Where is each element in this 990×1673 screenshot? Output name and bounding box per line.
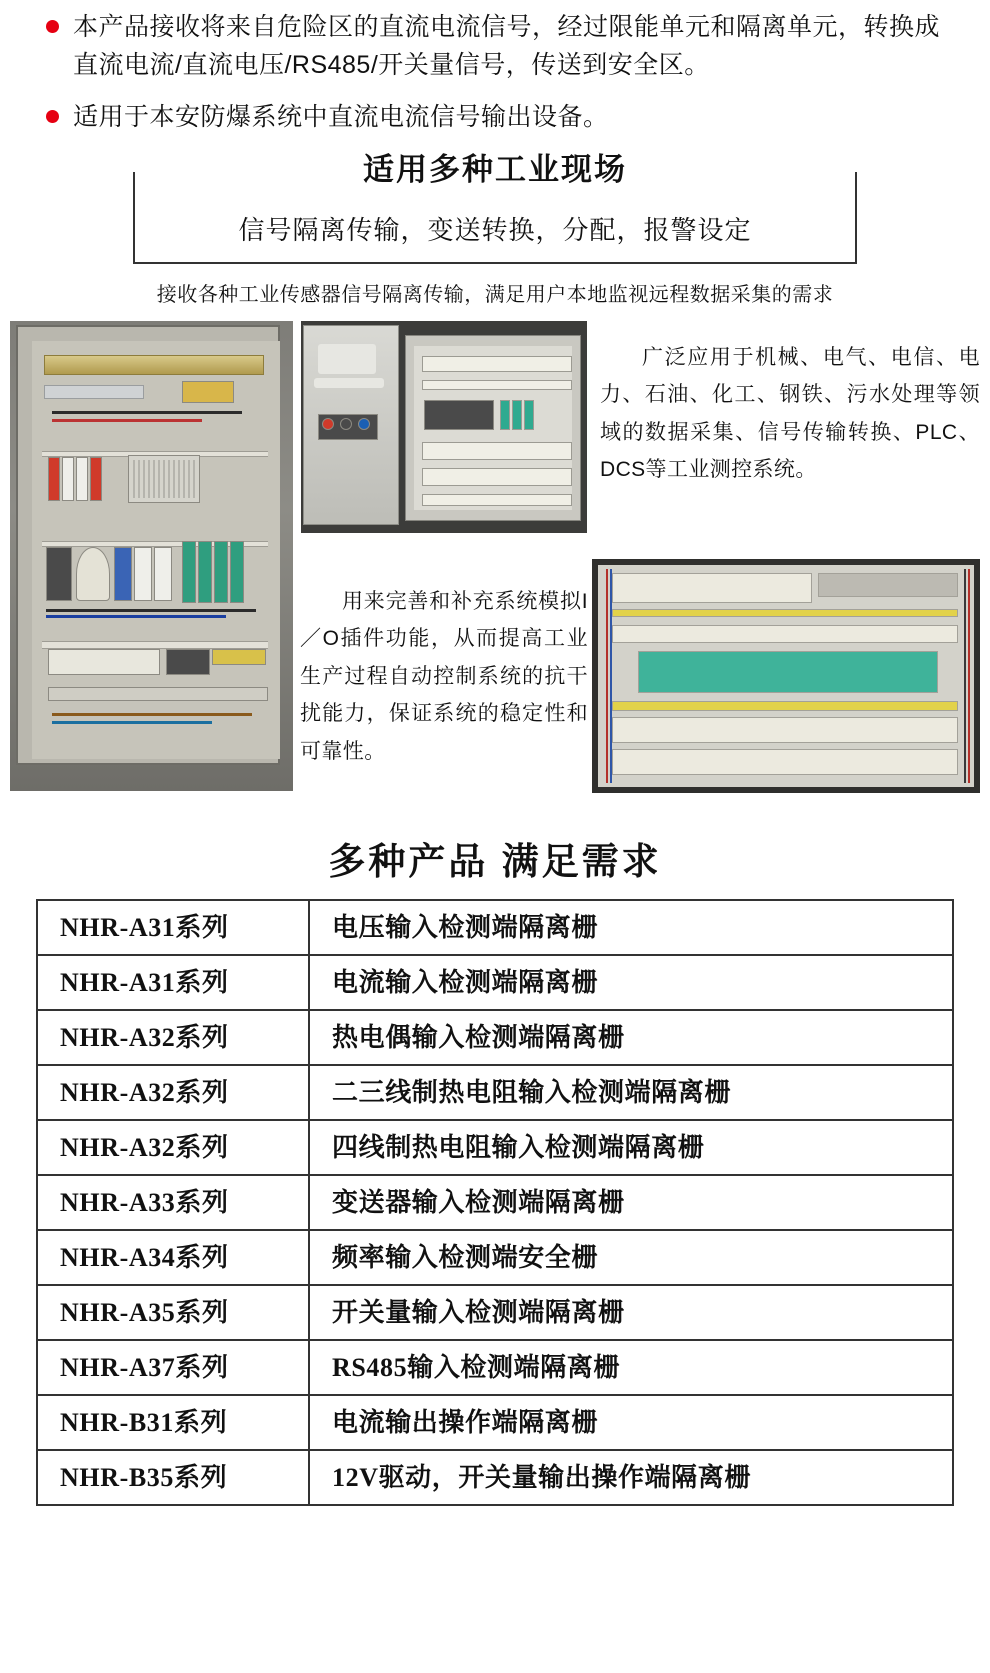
table-row <box>37 1120 953 1175</box>
intro-bullet-text: 适用于本安防爆系统中直流电流信号输出设备。 <box>73 103 609 131</box>
photo-panel-right <box>592 559 980 793</box>
product-description: 变送器输入检测端隔离栅 <box>309 1175 953 1230</box>
table-row <box>37 1285 953 1340</box>
product-model: NHR-A37系列 <box>37 1340 309 1395</box>
product-description: 热电偶输入检测端隔离栅 <box>309 1010 953 1065</box>
section-title-text: 适用多种工业现场 <box>345 152 645 187</box>
table-row <box>37 1175 953 1230</box>
product-description: 电压输入检测端隔离栅 <box>309 900 953 955</box>
product-table <box>36 899 954 1506</box>
product-description: 12V驱动，开关量输出操作端隔离栅 <box>309 1450 953 1505</box>
table-row <box>37 1450 953 1505</box>
product-description: 二三线制热电阻输入检测端隔离栅 <box>309 1065 953 1120</box>
product-model: NHR-A35系列 <box>37 1285 309 1340</box>
product-description: 电流输入检测端隔离栅 <box>309 955 953 1010</box>
caption-analog-io: 用来完善和补充系统模拟I／O插件功能，从而提高工业生产过程自动控制系统的抗干扰能力，保证系统的稳定性和可靠性。 <box>300 590 588 763</box>
table-row <box>37 1065 953 1120</box>
product-description: RS485输入检测端隔离栅 <box>309 1340 953 1395</box>
product-model: NHR-A31系列 <box>37 900 309 955</box>
bullet-dot-icon <box>46 20 59 33</box>
table-row <box>37 1010 953 1065</box>
bullet-dot-icon <box>46 110 59 123</box>
photo-cabinet-middle <box>301 321 587 533</box>
product-model: NHR-B35系列 <box>37 1450 309 1505</box>
table-row <box>37 1340 953 1395</box>
table-row <box>37 1230 953 1285</box>
section-title <box>0 144 990 189</box>
product-description: 开关量输入检测端隔离栅 <box>309 1285 953 1340</box>
caption-industries: 广泛应用于机械、电气、电信、电力、石油、化工、钢铁、污水处理等领域的数据采集、信号传输转换、PLC、DCS等工业测控系统。 <box>600 346 980 482</box>
product-model: NHR-A33系列 <box>37 1175 309 1230</box>
intro-bullet-item <box>46 98 950 136</box>
product-model: NHR-A32系列 <box>37 1120 309 1175</box>
section-subtitle: 信号隔离传输，变送转换，分配，报警设定 <box>238 215 752 245</box>
intro-bullet-text: 本产品接收将来自危险区的直流电流信号，经过限能单元和隔离单元，转换成直流电流/直流电压/RS485/开关量信号，传送到安全区。 <box>73 13 941 79</box>
table-row <box>37 955 953 1010</box>
intro-bullet-item <box>46 8 950 84</box>
product-model: NHR-A34系列 <box>37 1230 309 1285</box>
products-title: 多种产品 满足需求 <box>328 841 662 882</box>
product-model: NHR-A32系列 <box>37 1065 309 1120</box>
product-model: NHR-B31系列 <box>37 1395 309 1450</box>
section-description: 接收各种工业传感器信号隔离传输，满足用户本地监视远程数据采集的需求 <box>156 284 834 306</box>
product-description: 四线制热电阻输入检测端隔离栅 <box>309 1120 953 1175</box>
product-description: 频率输入检测端安全栅 <box>309 1230 953 1285</box>
intro-section <box>0 0 990 136</box>
section-heading-block <box>0 152 990 282</box>
product-table-body <box>37 900 953 1505</box>
photo-collage <box>0 321 990 813</box>
table-row <box>37 1395 953 1450</box>
product-model: NHR-A32系列 <box>37 1010 309 1065</box>
photo-cabinet-left <box>10 321 293 791</box>
table-row <box>37 900 953 955</box>
product-description: 电流输出操作端隔离栅 <box>309 1395 953 1450</box>
product-model: NHR-A31系列 <box>37 955 309 1010</box>
